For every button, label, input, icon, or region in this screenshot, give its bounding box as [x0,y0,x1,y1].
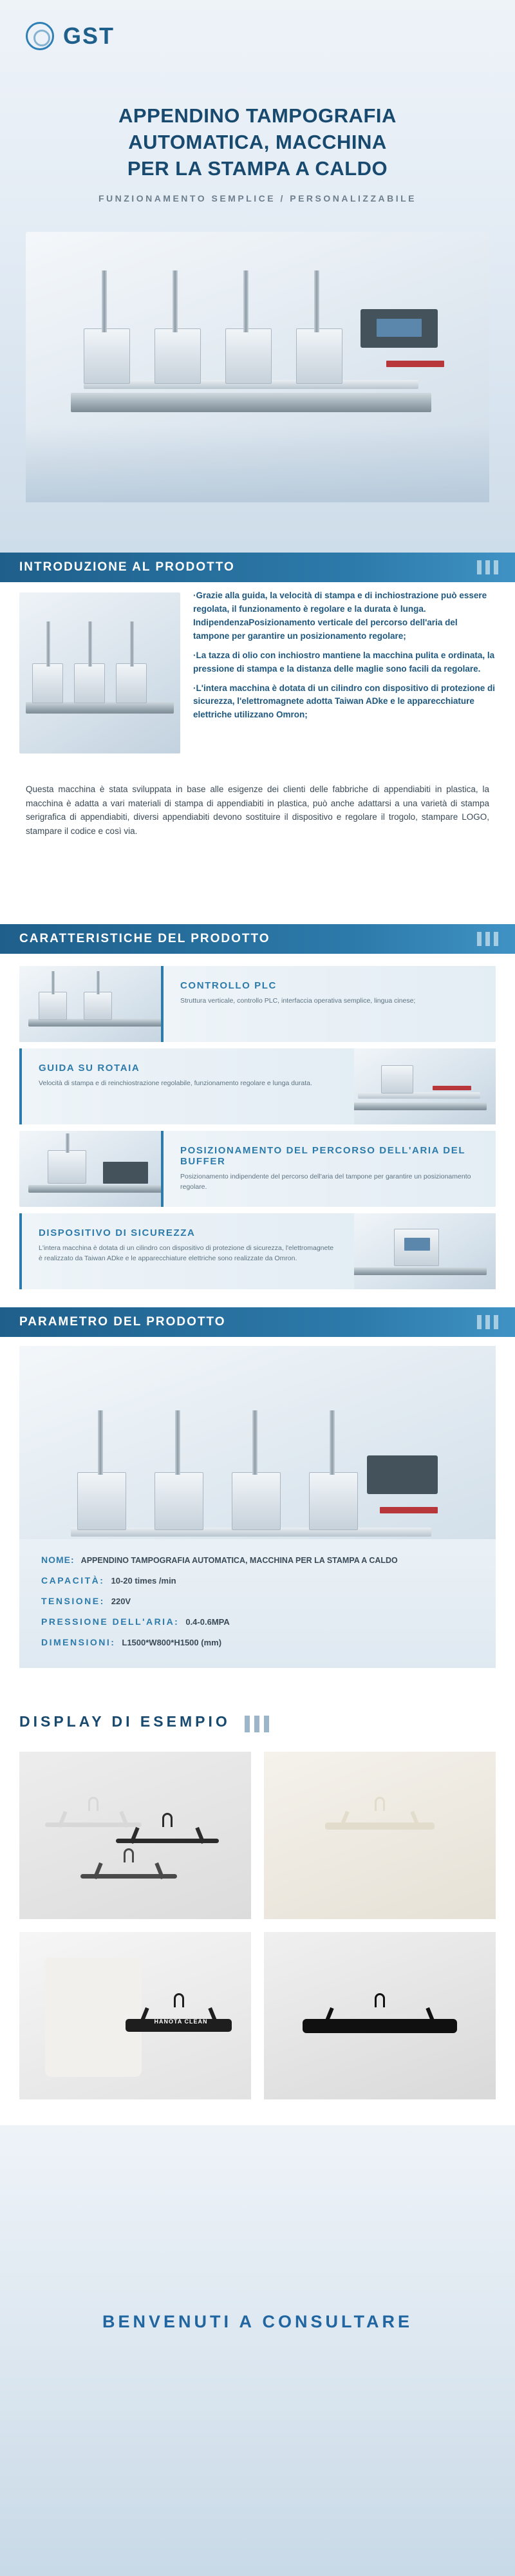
section-title-features: CARATTERISTICHE DEL PRODOTTO [19,932,270,945]
gallery-image-1 [19,1752,251,1919]
parameter-key: PRESSIONE DELL'ARIA: [41,1616,180,1627]
feat1-module-b [84,992,112,1020]
feature-image-4 [342,1213,496,1289]
feature-card-2 [19,1048,354,1124]
feature-card-4 [19,1213,354,1289]
section-banner-intro [0,553,515,582]
machine-module-4 [296,328,342,384]
machine-control-screen [377,319,422,337]
machine-post-3 [243,270,248,332]
param-stripe [380,1507,438,1513]
feat2-stripe [433,1086,471,1090]
parameter-row [41,1575,474,1586]
param-module-1 [77,1472,126,1530]
parameter-row [41,1637,474,1647]
brand-logo [26,22,115,50]
hero-machine-photo [26,232,489,502]
intro-bullet-list [193,589,496,728]
parameter-key: DIMENSIONI: [41,1637,116,1647]
param-module-2 [154,1472,203,1530]
page-title [0,103,515,182]
parameter-value: 10-20 times /min [111,1576,176,1586]
machine-module-3 [225,328,272,384]
intro-paragraph: Questa macchina è stata sviluppata in base alle esigenze dei clienti delle fabbriche di appendiabiti in plastica, la macchina è adatta a vari materiali di stampa di appendiabiti in plastica, può anche adattarsi a una varietà di stampa serigrafica di appendiabiti, diversi appendiabiti devono sostituire il dispositivo e regolare il trogolo, stampare LOGO, stampare il codice e così via. [26,784,489,836]
intro-machine-post-1 [46,621,50,667]
parameter-row [41,1596,474,1606]
feature-title-4: DISPOSITIVO DI SICUREZZA [39,1227,196,1238]
parameter-key: CAPACITÀ: [41,1575,105,1586]
feature-card-3 [161,1131,496,1207]
intro-machine-post-2 [88,621,92,667]
machine-module-1 [84,328,130,384]
machine-red-stripe [386,361,444,367]
feat1-post [52,971,55,994]
parameter-value: APPENDINO TAMPOGRAFIA AUTOMATICA, MACCHINA PER LA STAMPA A CALDO [80,1556,398,1565]
banner-bars-icon [477,1315,498,1329]
parameter-value: 220V [111,1596,131,1606]
hanger-hook-icon [124,1848,134,1862]
intro-machine-base [26,702,174,714]
section-banner-features [0,924,515,954]
hanger-bar [303,2019,457,2033]
parameter-value: 0.4-0.6MPA [185,1617,230,1627]
feat2-base [351,1103,487,1110]
parameter-key: NOME: [41,1555,75,1565]
hanger-bar [116,1839,219,1843]
feature-text-3: Posizionamento indipendente del percorso dell'aria del tampone per garantire un posizionamento regolare. [180,1173,471,1191]
footer-section [0,2125,515,2576]
intro-machine-module-1 [32,663,63,703]
param-cabinet [367,1455,438,1494]
feat4-screen [404,1238,430,1251]
section-title-parameters: PARAMETRO DEL PRODOTTO [19,1315,226,1329]
hanger-hook-icon [375,1993,385,2007]
hanger-hook-icon [88,1797,98,1811]
hero-title-line-2: AUTOMATICA, MACCHINA [128,130,387,153]
machine-base [71,393,431,412]
intro-machine-module-2 [74,663,105,703]
banner-bars-icon [477,932,498,946]
intro-photo [19,592,180,753]
intro-bullet-3: ·L'intera macchina è dotata di un cilindro con dispositivo di protezione di sicurezza, l'elettromagnete adotta Taiwan ADke e le apparecchiature elettriche utilizzano Omron; [193,683,496,720]
feat3-cabinet [103,1162,148,1184]
hanger-black-large-icon [303,1993,457,2051]
hanger-bar [80,1874,177,1879]
gallery-image-2 [264,1752,496,1919]
hanger-wood-icon [325,1797,435,1848]
intro-machine-module-3 [116,663,147,703]
feature-text-2: Velocità di stampa e di reinchiostrazione regolabile, funzionamento regolare e lunga durata. [39,1079,312,1087]
feat2-module [381,1065,413,1094]
hero-section [0,0,515,567]
feat3-base [28,1185,164,1193]
display-bars-icon [245,1716,269,1732]
param-post-3 [252,1410,258,1475]
feature-item-2 [19,1048,496,1124]
feat4-base [351,1267,487,1275]
feature-card-1 [161,966,496,1042]
intro-machine-post-3 [130,621,134,667]
parameter-key: TENSIONE: [41,1596,105,1606]
param-post-4 [330,1410,335,1475]
feature-text-1: Struttura verticale, controllo PLC, interfaccia operativa semplice, lingua cinese; [180,997,416,1005]
parameters-table [19,1539,496,1668]
feat2-rail [358,1092,480,1099]
intro-bullet-2: ·La tazza di olio con inchiostro mantiene la macchina pulita e ordinata, la pressione di stampa e la distanza delle maglie sono facili da regolare. [193,650,495,674]
hanger-hook-icon [375,1797,385,1811]
feat3-post [66,1133,70,1153]
feature-text-4: L'intera macchina è dotata di un cilindro con dispositivo di protezione di sicurezza, l'elettromagnete è realizzato da Taiwan ADke e le apparecchiature elettriche sono realizzate da Omron. [39,1244,334,1262]
machine-post-2 [173,270,178,332]
section-banner-parameters [0,1307,515,1337]
hero-title-line-3: PER LA STAMPA A CALDO [127,156,388,180]
param-post-2 [175,1410,180,1475]
machine-post-1 [102,270,107,332]
parameter-row [41,1616,474,1627]
double-circle-logo-icon [26,22,54,50]
feature-title-1: CONTROLLO PLC [180,980,277,991]
feature-title-3: POSIZIONAMENTO DEL PERCORSO DELL'ARIA DEL BUFFER [180,1145,465,1167]
feat1-module [39,992,67,1020]
section-title-intro: INTRODUZIONE AL PRODOTTO [19,560,235,574]
feature-item-4 [19,1213,496,1289]
section-title-display: DISPLAY DI ESEMPIO [19,1713,230,1730]
feature-item-1 [19,966,496,1042]
hanger-hook-icon [162,1813,173,1827]
parameter-value: L1500*W800*H1500 (mm) [122,1638,222,1647]
feat1-post-b [97,971,100,994]
apron-logo-text: HANOTA CLEAN [154,2018,208,2025]
parameter-row [41,1555,474,1565]
banner-bars-icon [477,560,498,574]
brand-name: GST [63,23,115,49]
hero-title-line-1: APPENDINO TAMPOGRAFIA [118,104,397,127]
feature-image-3 [19,1131,173,1207]
intro-bullet-1: ·Grazie alla guida, la velocità di stampa e di inchiostrazione può essere regolata, il funzionamento è regolare e la durata è lunga. IndipendenzaPosizionamento verticale del percorso dell'aria del tampone per garantire un posizionamento regolare; [193,591,487,641]
machine-post-4 [314,270,319,332]
feature-image-2 [342,1048,496,1124]
footer-call-to-action: BENVENUTI A CONSULTARE [102,2312,413,2331]
gallery-image-3 [19,1932,251,2099]
hanger-hook-icon [174,1993,184,2007]
param-post-1 [98,1410,103,1475]
param-module-3 [232,1472,281,1530]
feature-title-2: GUIDA SU ROTAIA [39,1063,140,1074]
hero-subtitle: FUNZIONAMENTO SEMPLICE / PERSONALIZZABILE [98,193,417,204]
feature-item-3 [19,1131,496,1207]
param-module-4 [309,1472,358,1530]
gallery-image-4 [264,1932,496,2099]
hanger-grey-icon [80,1848,177,1893]
feature-image-1 [19,966,173,1042]
hanger-bar [325,1823,435,1830]
feat3-module [48,1150,86,1184]
machine-module-2 [154,328,201,384]
